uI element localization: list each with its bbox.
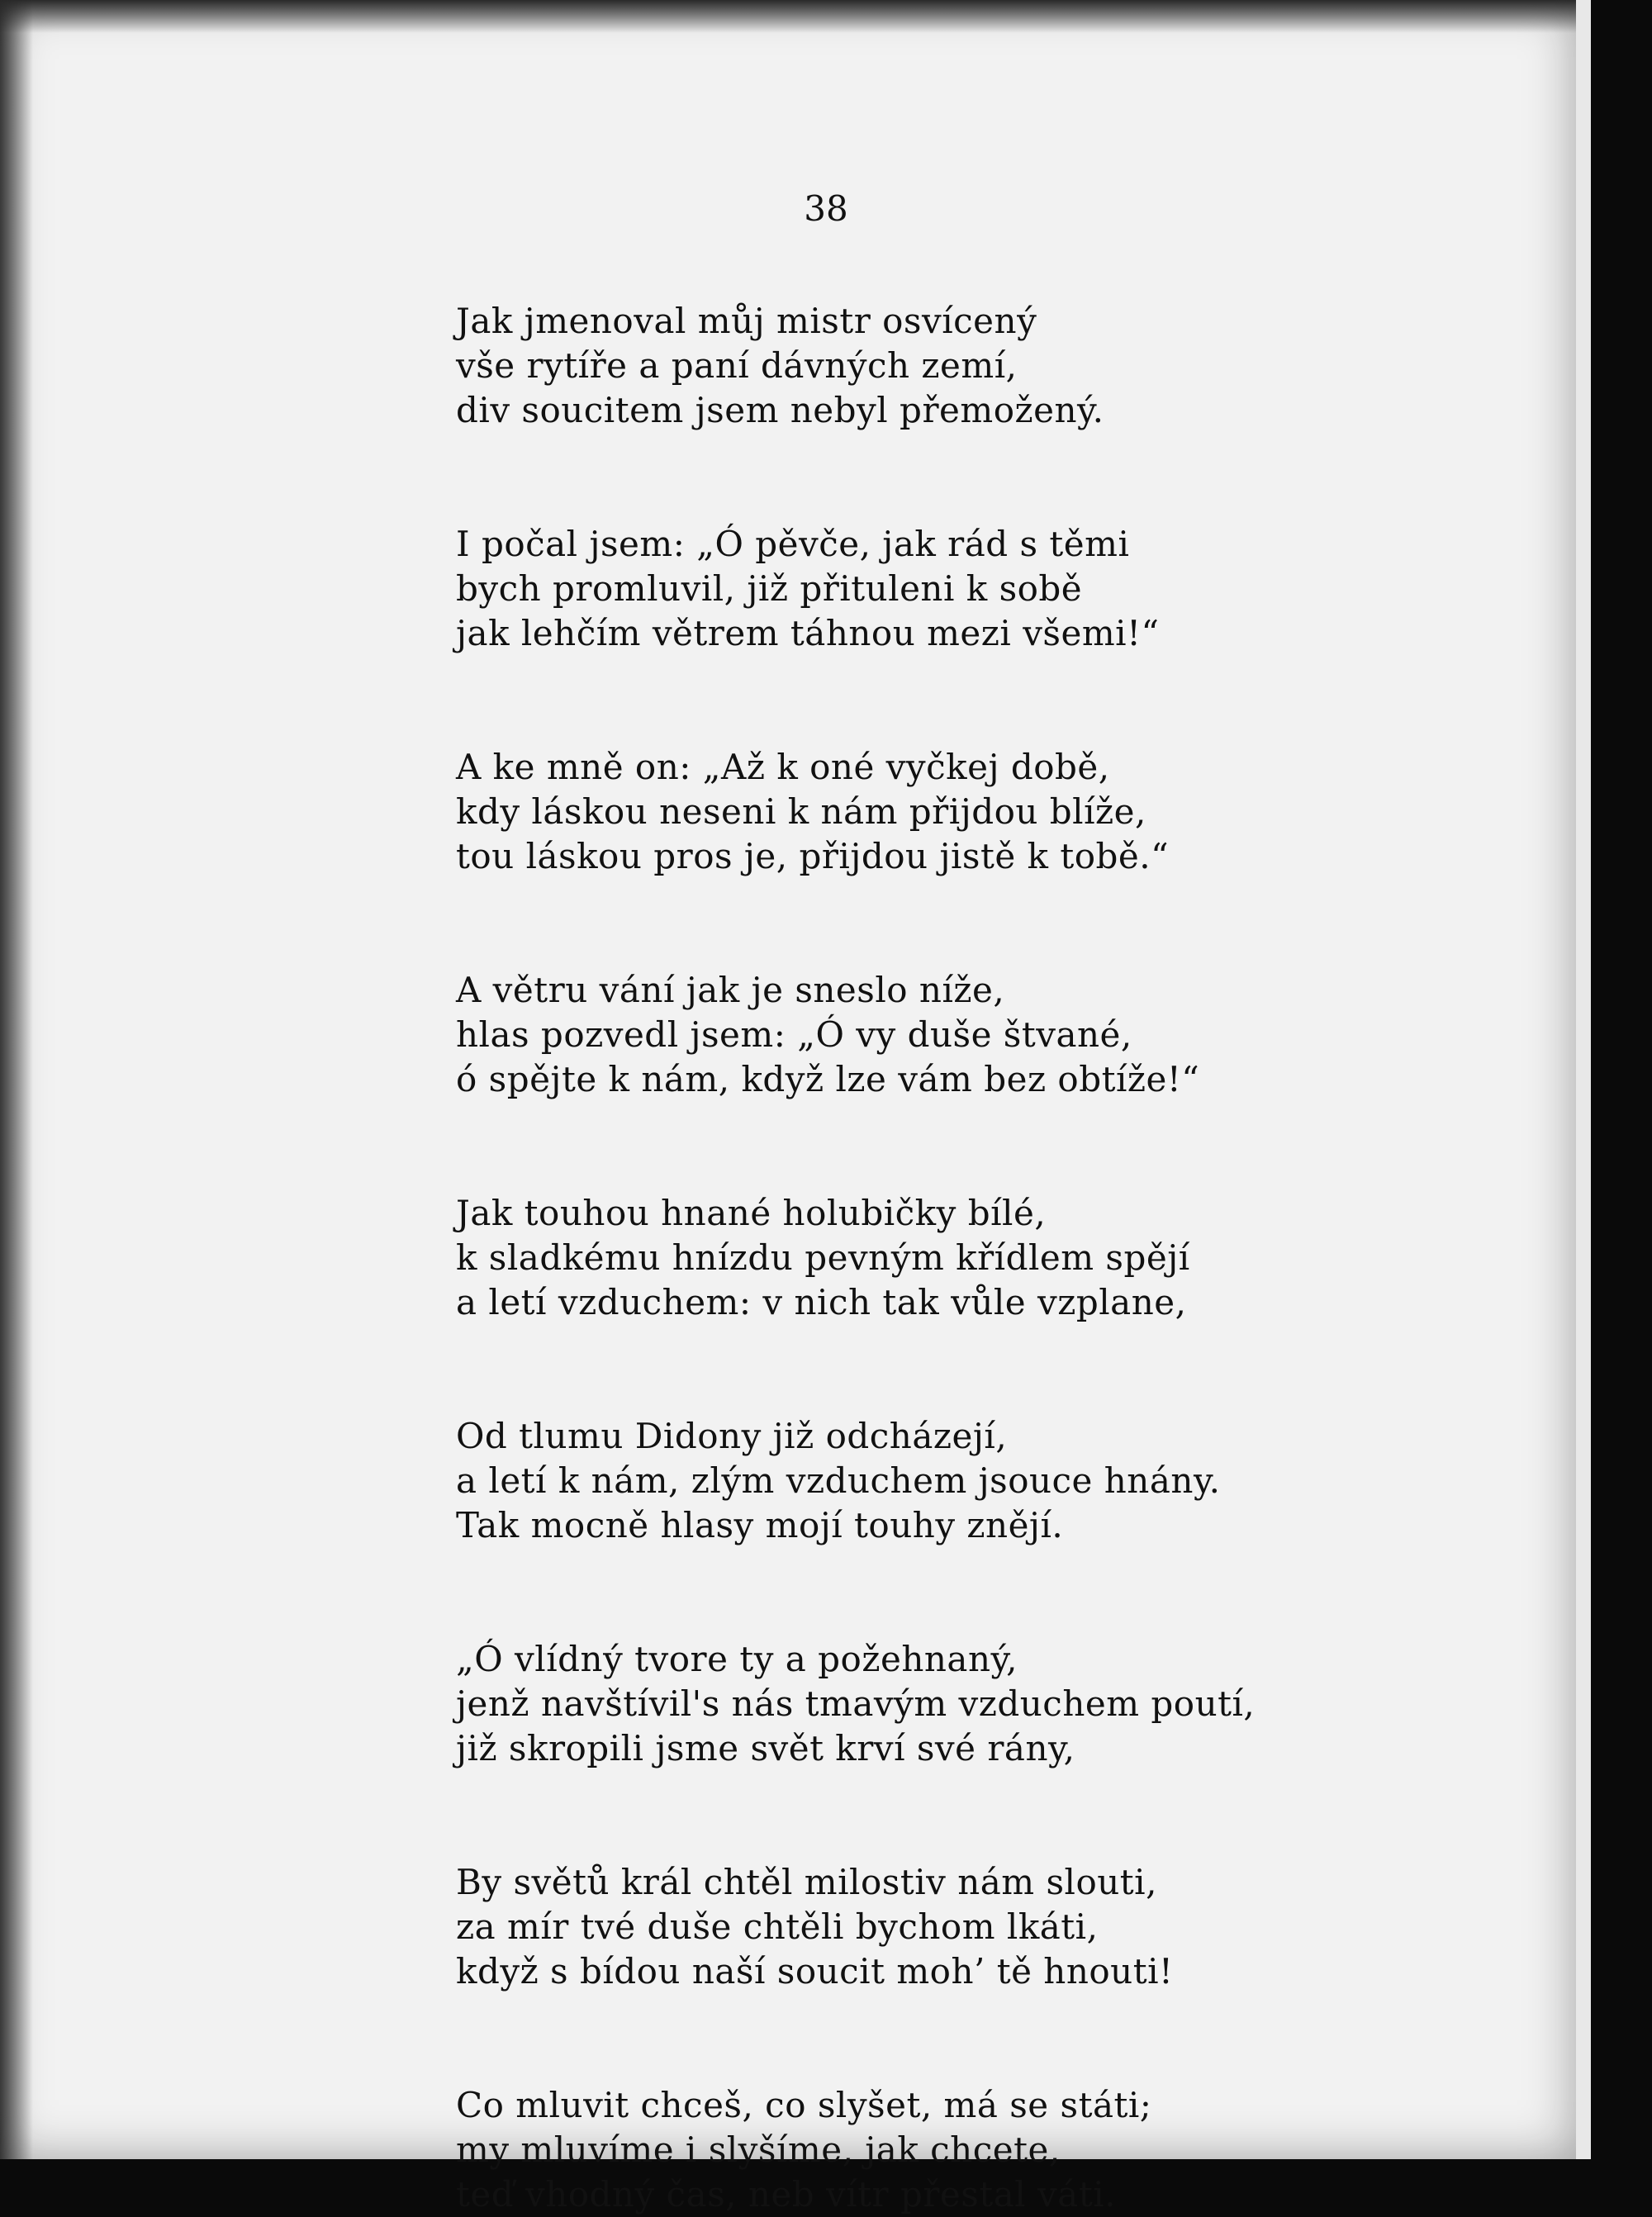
- poem-text: [456, 299, 1323, 2217]
- verse-line: bych promluvil, již přituleni k sobě: [456, 568, 1083, 609]
- verse-line: div soucitem jsem nebyl přemožený.: [456, 390, 1104, 430]
- stanza: [456, 745, 1323, 879]
- verse-line: my mluvíme i slyšíme, jak chcete,: [456, 2129, 1061, 2170]
- verse-line: Jak touhou hnané holubičky bílé,: [456, 1193, 1047, 1233]
- page-number: 38: [804, 188, 848, 229]
- verse-line: „Ó vlídný tvore ty a požehnaný,: [456, 1639, 1018, 1679]
- verse-line: jak lehčím větrem táhnou mezi všemi!“: [456, 613, 1160, 653]
- verse-line: I počal jsem: „Ó pěvče, jak rád s těmi: [456, 524, 1130, 564]
- verse-line: vše rytíře a paní dávných zemí,: [456, 345, 1018, 386]
- verse-line: teď vhodný čas, neb vítr přestal váti.: [456, 2174, 1116, 2215]
- stanza: [456, 299, 1323, 433]
- stanza: [456, 522, 1323, 656]
- verse-line: a letí k nám, zlým vzduchem jsouce hnány.: [456, 1460, 1221, 1501]
- verse-line: jenž navštívil's nás tmavým vzduchem poutí,: [456, 1683, 1256, 1724]
- verse-line: kdy láskou neseni k nám přijdou blíže,: [456, 791, 1146, 832]
- verse-line: za mír tvé duše chtěli bychom lkáti,: [456, 1906, 1099, 1947]
- verse-line: již skropili jsme svět krví své rány,: [456, 1728, 1075, 1768]
- verse-line: a letí vzduchem: v nich tak vůle vzplane,: [456, 1282, 1187, 1322]
- verse-line: Co mluvit chceš, co slyšet, má se státi;: [456, 2085, 1152, 2125]
- verse-line: tou láskou pros je, přijdou jistě k tobě.“: [456, 836, 1170, 876]
- verse-line: A ke mně on: „Až k oné vyčkej době,: [456, 747, 1110, 787]
- verse-line: A větru vání jak je sneslo níže,: [456, 970, 1005, 1010]
- stanza: [456, 1414, 1323, 1548]
- verse-line: Tak mocně hlasy mojí touhy znějí.: [456, 1505, 1064, 1545]
- stanza: [456, 1860, 1323, 1994]
- verse-line: ó spějte k nám, když lze vám bez obtíže!“: [456, 1059, 1200, 1099]
- page-edge: [1576, 0, 1591, 2159]
- stanza: [456, 968, 1323, 1102]
- verse-line: By světů král chtěl milostiv nám slouti,: [456, 1862, 1157, 1902]
- stanza: [456, 2083, 1323, 2217]
- verse-line: když s bídou naší soucit moh’ tě hnouti!: [456, 1951, 1174, 1992]
- verse-line: Od tlumu Didony již odcházejí,: [456, 1416, 1008, 1456]
- verse-line: hlas pozvedl jsem: „Ó vy duše štvané,: [456, 1014, 1132, 1055]
- stanza: [456, 1637, 1323, 1771]
- verse-line: Jak jmenoval můj mistr osvícený: [456, 301, 1037, 341]
- verse-line: k sladkému hnízdu pevným křídlem spějí: [456, 1237, 1190, 1278]
- stanza: [456, 1191, 1323, 1325]
